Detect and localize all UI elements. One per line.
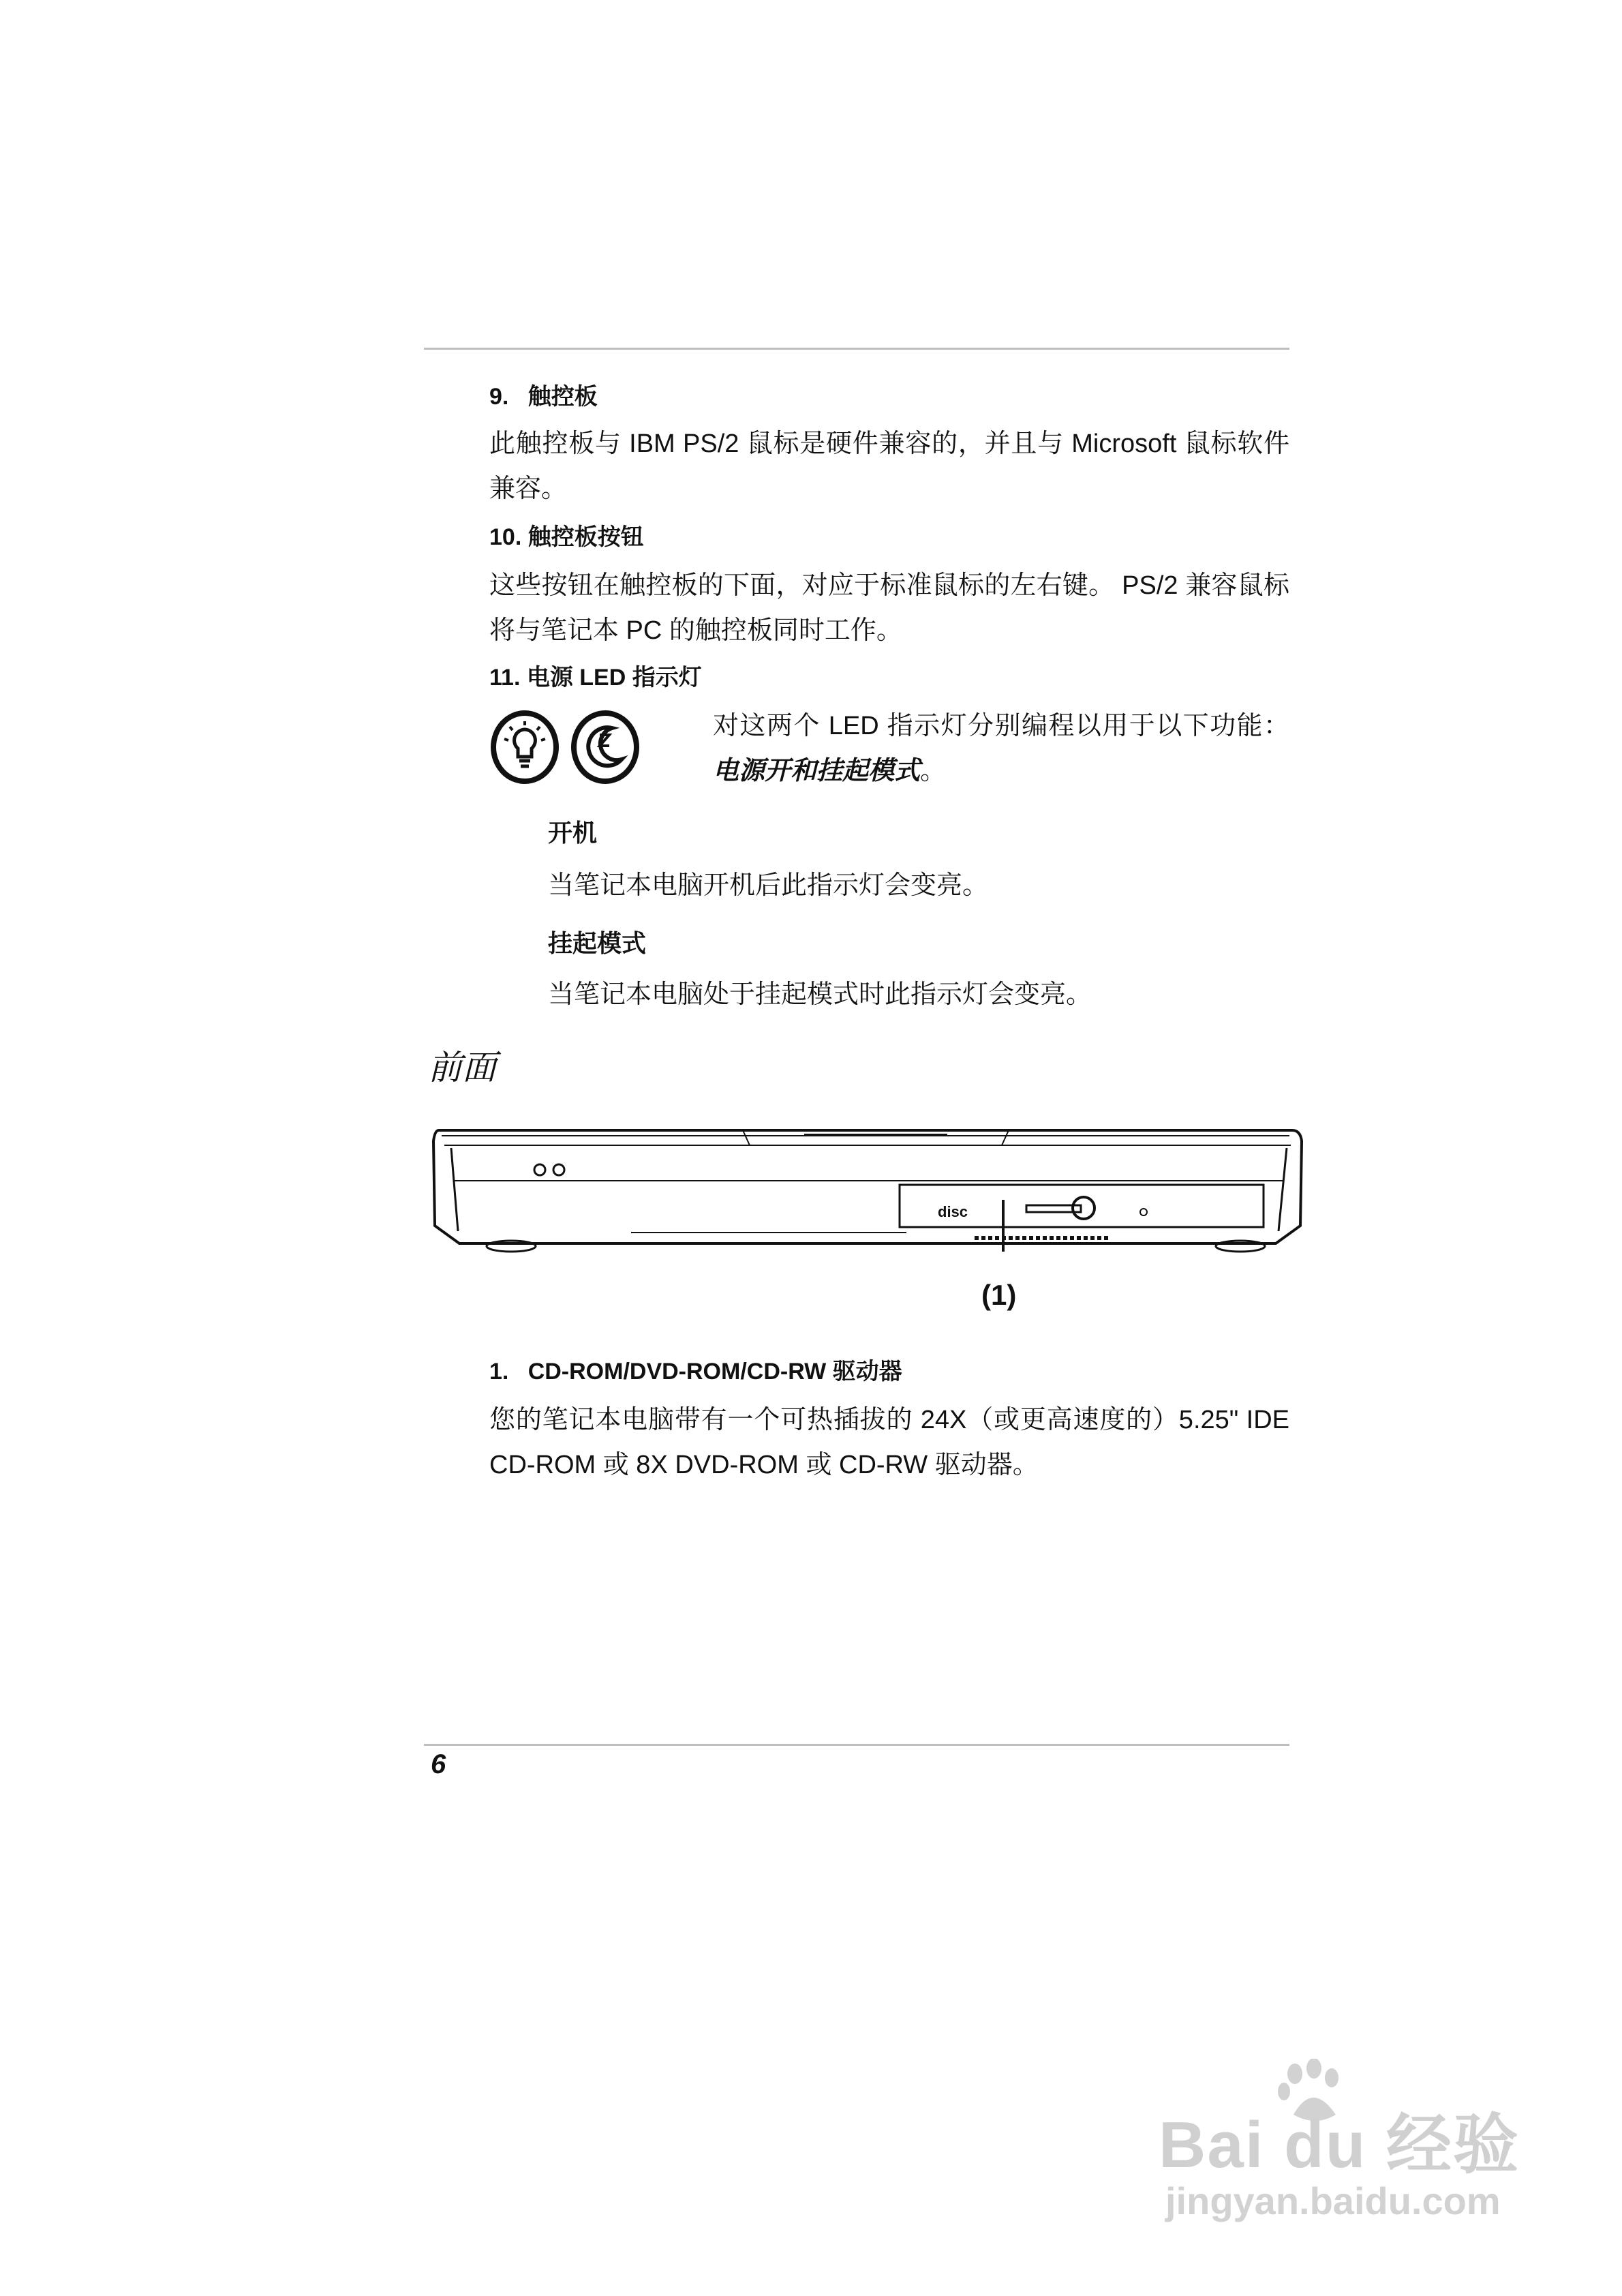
power-led-body-prefix: 对这两个 LED 指示灯分别编程以用于以下功能： xyxy=(713,712,1289,740)
touchpad-body: 此触控板与 IBM PS/2 鼠标是硬件兼容的，并且与 Microsoft 鼠标软件兼容。 xyxy=(489,429,1289,503)
touchpad-buttons-heading: 10. 触控板按钮 xyxy=(489,524,644,550)
power-led-description xyxy=(713,704,1289,794)
bottom-divider xyxy=(424,1744,1289,1746)
cd-rom-heading: 1. CD-ROM/DVD-ROM/CD-RW 驱动器 xyxy=(489,1359,902,1385)
watermark-brand: Bai du 经验 xyxy=(1159,2109,1520,2181)
power-on-text: 当笔记本电脑开机后此指示灯会变亮。 xyxy=(548,871,989,900)
page-number: 6 xyxy=(431,1749,446,1779)
front-section-title: 前面 xyxy=(428,1048,496,1087)
diagram-callout-label: (1) xyxy=(981,1279,1017,1311)
cd-rom-body: 您的笔记本电脑带有一个可热插拔的 24X（或更高速度的）5.25" IDE CD-ROM 或 8X DVD-ROM 或 CD-RW 驱动器。 xyxy=(489,1406,1289,1479)
top-divider xyxy=(424,348,1289,350)
touchpad-heading: 9. 触控板 xyxy=(489,384,598,410)
power-led-body-suffix: 。 xyxy=(920,757,947,785)
suspend-moon-icon xyxy=(570,709,641,785)
svg-text:disc: disc xyxy=(938,1203,968,1220)
power-on-title: 开机 xyxy=(548,819,598,847)
watermark-logo xyxy=(1159,2093,1540,2181)
laptop-front-diagram xyxy=(429,1118,1309,1254)
power-on-bulb-icon xyxy=(489,709,560,785)
power-led-body-emphasis: 电源开和挂起模式 xyxy=(713,757,921,785)
suspend-text: 当笔记本电脑处于挂起模式时此指示灯会变亮。 xyxy=(548,980,1092,1009)
touchpad-buttons-body: 这些按钮在触控板的下面，对应于标准鼠标的左右键。 PS/2 兼容鼠标将与笔记本 PC 的触控板同时工作。 xyxy=(489,571,1289,645)
suspend-title: 挂起模式 xyxy=(548,929,647,957)
watermark-url: jingyan.baidu.com xyxy=(1165,2179,1501,2222)
power-led-heading: 11. 电源 LED 指示灯 xyxy=(489,665,702,691)
